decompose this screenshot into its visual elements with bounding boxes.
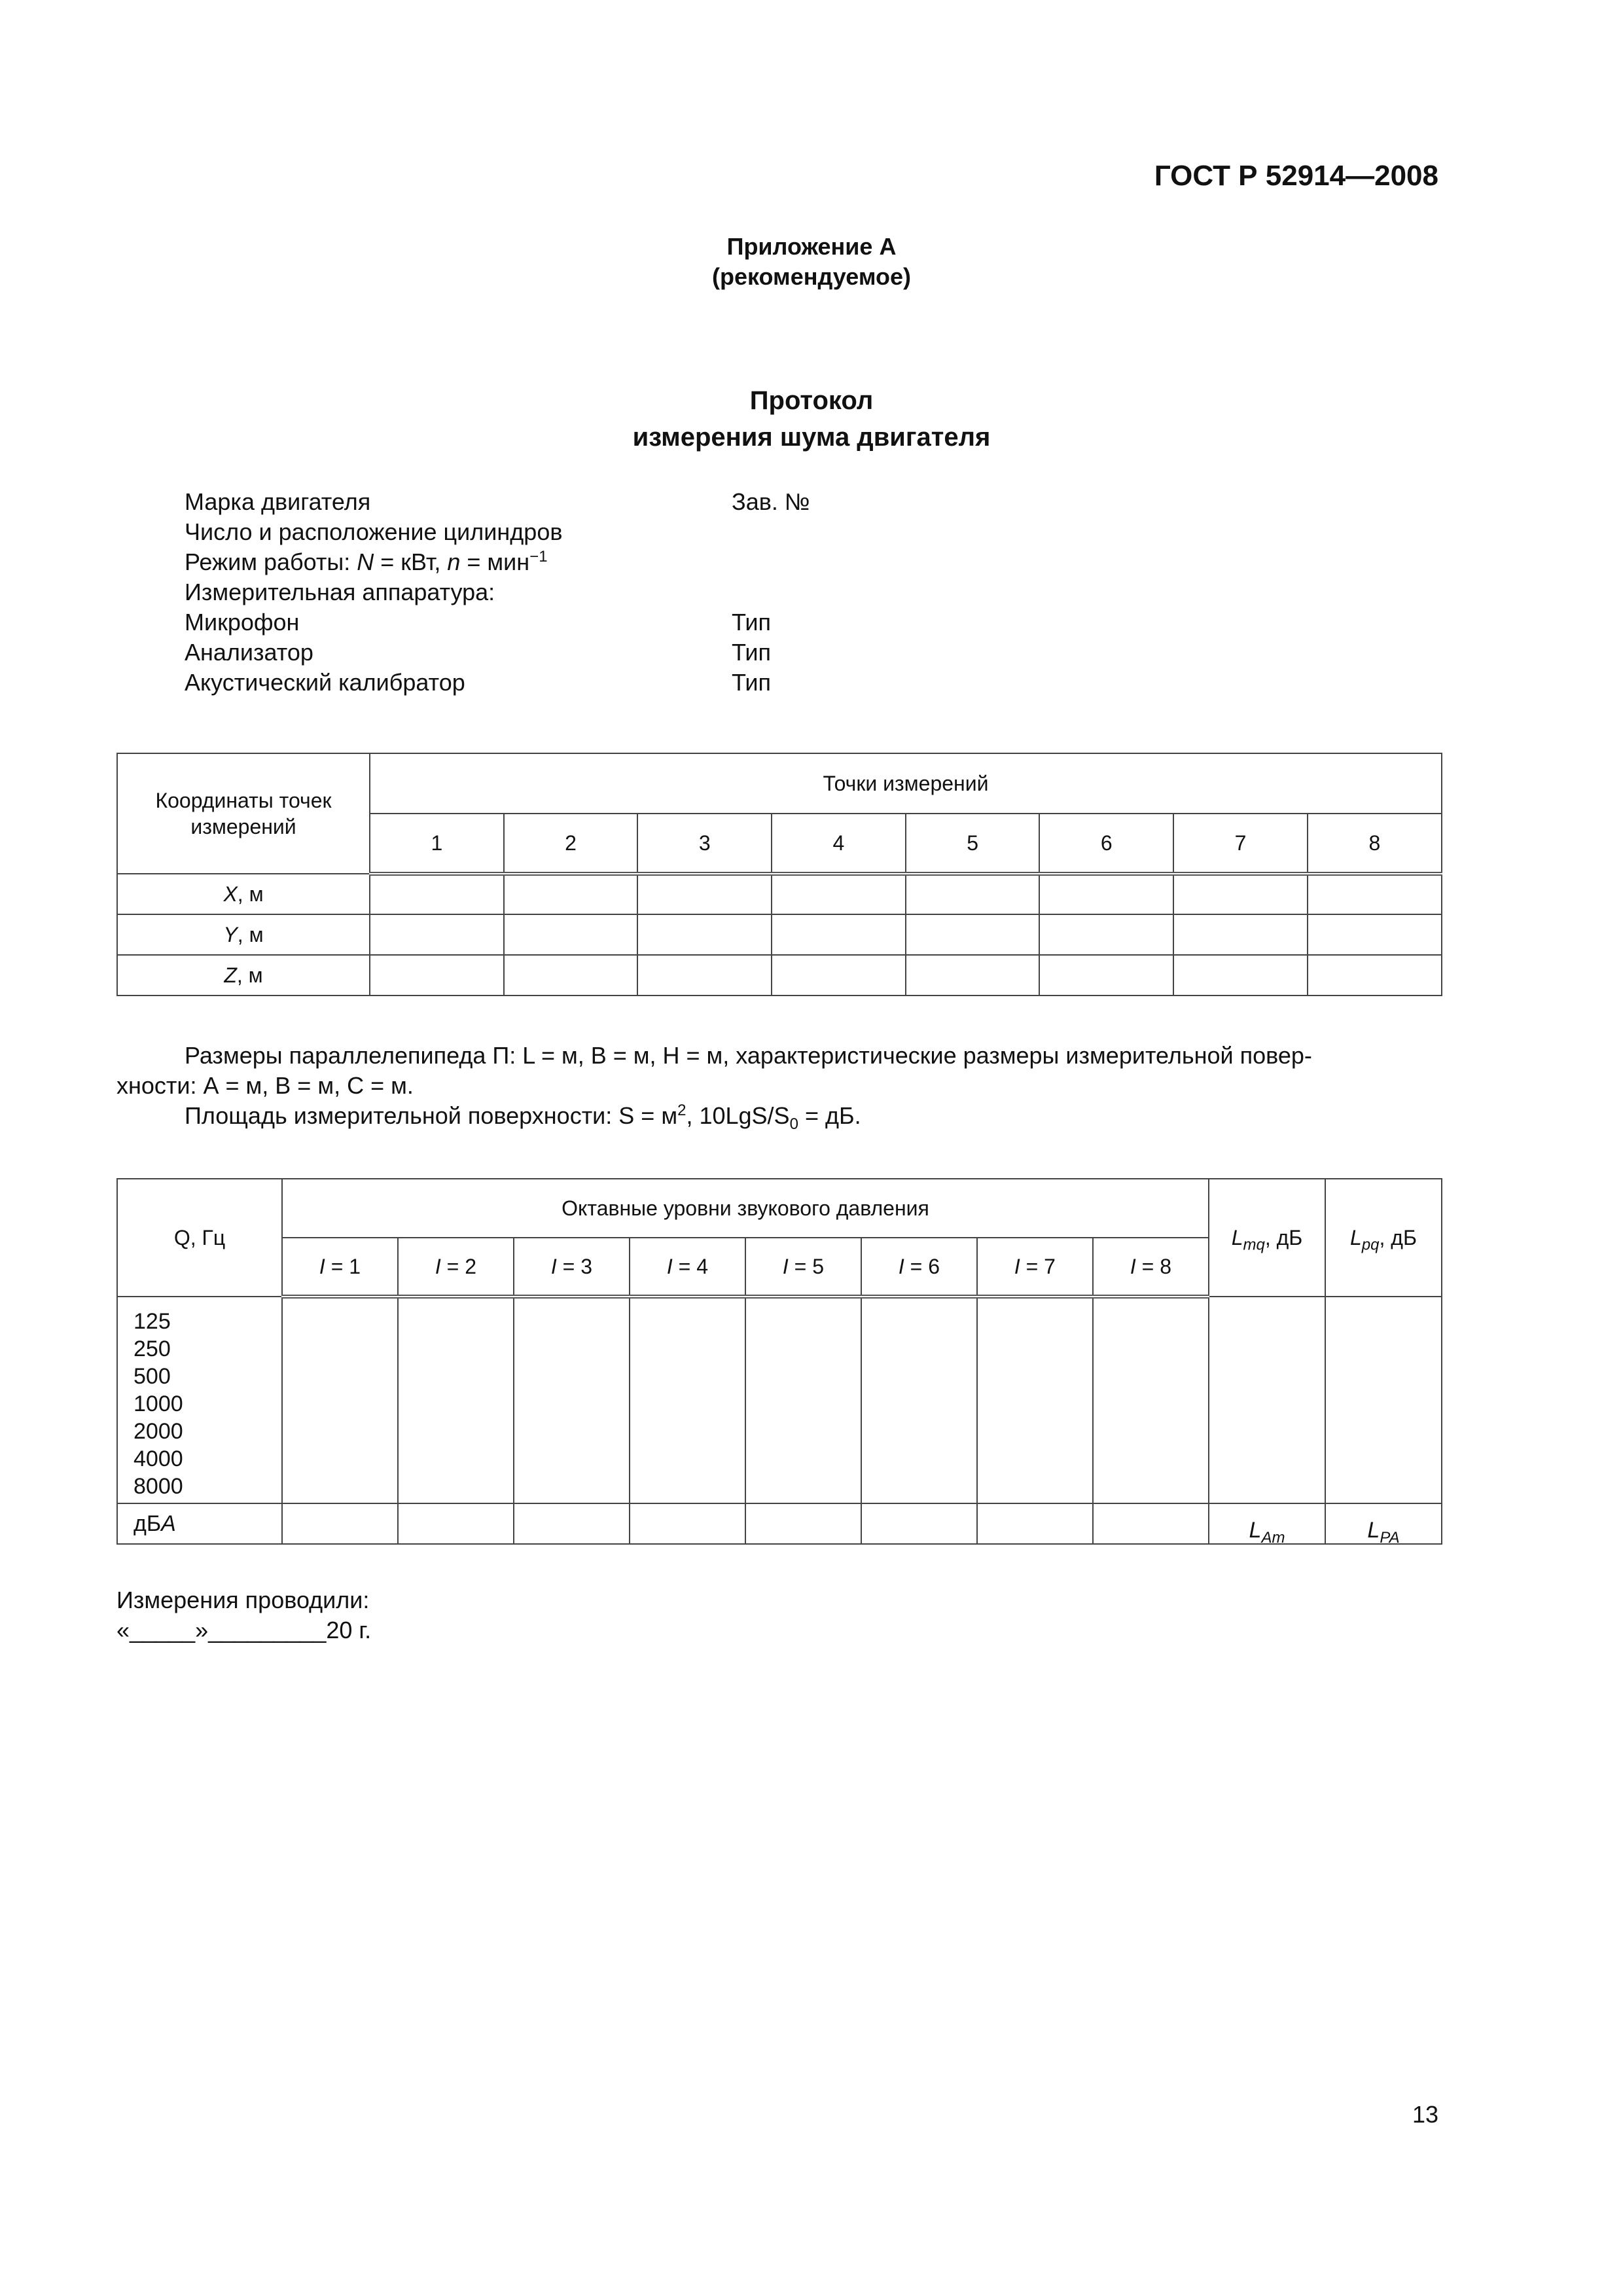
point-header: 1: [370, 814, 504, 874]
measured-by-label: Измерения проводили:: [116, 1587, 370, 1613]
analyzer-type-label: Тип: [732, 639, 772, 666]
dimensions-line-2: хности: А = м, B = м, C = м.: [116, 1072, 414, 1099]
lmq-header: $L_{mq}$, дБ: [1209, 1179, 1325, 1297]
octave-levels-table: [116, 1178, 1442, 1545]
footer-block: [116, 1585, 371, 1645]
octave-group-header: Октавные уровни звукового давления: [282, 1179, 1209, 1238]
appendix-subtitle: (рекомендуемое): [712, 263, 911, 290]
appendix-heading: [0, 232, 1623, 292]
equipment-label: Измерительная аппаратура:: [185, 579, 495, 605]
dimensions-paragraph: [116, 1041, 1442, 1134]
frequency-value: 2000: [134, 1419, 183, 1444]
document-code: ГОСТ Р 52914—2008: [1154, 160, 1438, 192]
info-right-column: [732, 487, 993, 698]
row-label-x: X, м: [117, 874, 370, 914]
octave-index-header: I = 5: [745, 1238, 861, 1297]
point-header: 3: [637, 814, 772, 874]
microphone-type-label: Тип: [732, 609, 772, 636]
frequency-value: 1000: [134, 1391, 183, 1416]
table-row: [117, 955, 1442, 996]
point-header: 4: [772, 814, 906, 874]
point-header: 8: [1308, 814, 1442, 874]
analyzer-label: Анализатор: [185, 639, 313, 666]
octave-index-header: I = 2: [398, 1238, 514, 1297]
info-block: [185, 487, 1166, 698]
protocol-subtitle: измерения шума двигателя: [632, 423, 991, 452]
octave-index-header: I = 8: [1093, 1238, 1209, 1297]
point-header: 2: [504, 814, 638, 874]
table-row: [117, 874, 1442, 914]
date-line: «_____»_________20 г.: [116, 1617, 372, 1643]
octave-index-header: I = 4: [630, 1238, 745, 1297]
cylinders-label: Число и расположение цилиндров: [185, 518, 563, 545]
row-label-y: Y, м: [117, 914, 370, 955]
coordinates-corner-header: Координаты точек измерений: [117, 753, 370, 874]
frequency-value: 4000: [134, 1446, 183, 1471]
frequency-list: [117, 1297, 282, 1503]
brand-label: Марка двигателя: [185, 488, 371, 515]
point-header: 7: [1173, 814, 1308, 874]
operating-mode: Режим работы: N = кВт, n = мин$^{-1}$: [185, 548, 548, 575]
frequency-value: 125: [134, 1309, 171, 1334]
serial-label: Зав. №: [732, 488, 810, 515]
octave-index-header: I = 6: [861, 1238, 977, 1297]
frequency-value: 250: [134, 1336, 171, 1361]
table-row: [117, 1297, 1442, 1503]
lam-label: $L_{Am}$: [1209, 1503, 1325, 1544]
lpq-header: $L_{pq}$, дБ: [1325, 1179, 1442, 1297]
octave-index-header: I = 1: [282, 1238, 398, 1297]
point-header: 6: [1039, 814, 1173, 874]
area-line: Площадь измерительной поверхности: $S = м^2$, $10LgS/S_0$ = дБ.: [185, 1102, 861, 1134]
dba-label: дБA: [117, 1503, 282, 1544]
protocol-heading: [0, 382, 1623, 456]
table-row: [117, 914, 1442, 955]
protocol-title: Протокол: [749, 386, 874, 415]
points-group-header: Точки измерений: [370, 753, 1442, 814]
octave-index-header: I = 3: [514, 1238, 630, 1297]
point-header: 5: [906, 814, 1040, 874]
calibrator-label: Акустический калибратор: [185, 669, 465, 696]
frequency-value: 500: [134, 1364, 171, 1389]
table-row: [117, 1503, 1442, 1544]
coordinates-table: [116, 753, 1442, 996]
row-label-z: Z, м: [117, 955, 370, 996]
frequency-header: Q, Гц: [117, 1179, 282, 1297]
appendix-title: Приложение А: [726, 233, 897, 260]
lpa-label: $L_{PA}$: [1325, 1503, 1442, 1544]
frequency-value: 8000: [134, 1474, 183, 1499]
page-number: 13: [1412, 2101, 1438, 2128]
microphone-label: Микрофон: [185, 609, 300, 636]
calibrator-type-label: Тип: [732, 669, 772, 696]
octave-index-header: I = 7: [977, 1238, 1093, 1297]
dimensions-line-1: Размеры параллелепипеда П: L = м, B = м, H = м, характеристические размеры измерительной повер-: [185, 1042, 1312, 1069]
